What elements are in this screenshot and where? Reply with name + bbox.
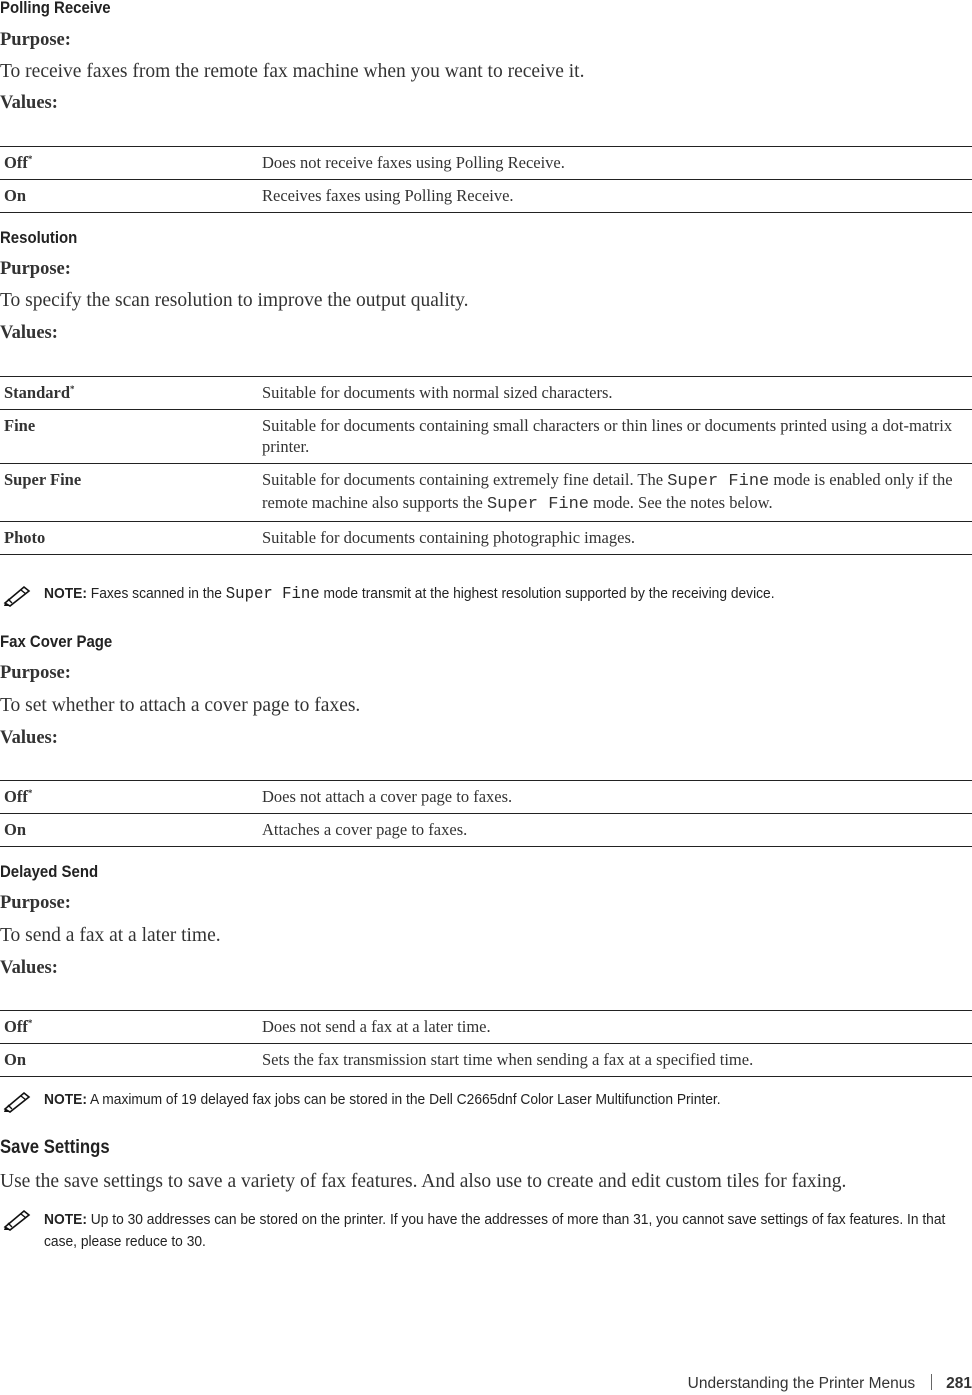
value-desc: Does not attach a cover page to faxes. — [258, 781, 972, 814]
section-title-resolution: Resolution — [0, 228, 78, 247]
table-row — [0, 814, 972, 847]
value-desc: Suitable for documents with normal sized characters. — [258, 377, 972, 410]
values-table-resolution — [0, 376, 972, 555]
values-table-cover — [0, 780, 972, 847]
value-key: On — [0, 180, 258, 213]
purpose-text: To set whether to attach a cover page to faxes. — [0, 695, 361, 716]
purpose-label: Purpose: — [0, 30, 71, 50]
table-row — [0, 377, 972, 410]
values-label: Values: — [0, 958, 58, 978]
value-key: On — [0, 1044, 258, 1077]
save-settings-text: Use the save settings to save a variety of fax features. And also use to create and edit custom tiles for faxing. — [0, 1171, 847, 1192]
footer-divider — [931, 1374, 932, 1390]
value-desc: Suitable for documents containing small characters or thin lines or documents printed using a dot-matrix printer. — [258, 410, 972, 464]
value-key: On — [0, 814, 258, 847]
values-label: Values: — [0, 93, 58, 113]
page-number: 281 — [946, 1375, 972, 1392]
purpose-text: To send a fax at a later time. — [0, 925, 221, 946]
value-key: Off* — [0, 147, 258, 180]
table-row — [0, 781, 972, 814]
value-key: Fine — [0, 410, 258, 464]
purpose-text: To receive faxes from the remote fax machine when you want to receive it. — [0, 61, 585, 82]
table-row — [0, 1011, 972, 1044]
page-footer — [688, 1374, 972, 1393]
table-row — [0, 464, 972, 522]
pencil-note-icon — [2, 585, 32, 607]
section-title-save-settings: Save Settings — [0, 1137, 110, 1158]
values-table-polling — [0, 146, 972, 213]
section-title-delayed-send: Delayed Send — [0, 862, 99, 881]
table-row — [0, 410, 972, 464]
section-title-fax-cover-page: Fax Cover Page — [0, 632, 113, 651]
note-body: NOTE: Up to 30 addresses can be stored on the printer. If you have the addresses of more than 31, you cannot save settings of fax features. In that case, please reduce to 30. — [44, 1211, 946, 1250]
purpose-label: Purpose: — [0, 259, 71, 279]
value-key: Off* — [0, 1011, 258, 1044]
value-key: Photo — [0, 522, 258, 555]
table-row — [0, 522, 972, 555]
values-label: Values: — [0, 728, 58, 748]
value-desc: Does not receive faxes using Polling Receive. — [258, 147, 972, 180]
value-desc: Sets the fax transmission start time when sending a fax at a specified time. — [258, 1044, 972, 1077]
table-row — [0, 1044, 972, 1077]
value-desc: Receives faxes using Polling Receive. — [258, 180, 972, 213]
note-body: NOTE: Faxes scanned in the Super Fine mode transmit at the highest resolution supported by the receiving device. — [44, 585, 775, 604]
table-row — [0, 180, 972, 213]
value-desc: Suitable for documents containing photographic images. — [258, 522, 972, 555]
value-desc: Does not send a fax at a later time. — [258, 1011, 972, 1044]
section-title-polling-receive: Polling Receive — [0, 0, 111, 17]
values-table-delayed — [0, 1010, 972, 1077]
purpose-text: To specify the scan resolution to improve the output quality. — [0, 290, 469, 311]
pencil-note-icon — [2, 1091, 32, 1113]
value-key: Super Fine — [0, 464, 258, 522]
table-row — [0, 147, 972, 180]
purpose-label: Purpose: — [0, 663, 71, 683]
value-key: Standard* — [0, 377, 258, 410]
footer-chapter: Understanding the Printer Menus — [687, 1375, 916, 1392]
value-desc: Suitable for documents containing extremely fine detail. The Super Fine mode is enabled only if the remote machine also supports the Super Fine mode. See the notes below. — [258, 464, 972, 522]
purpose-label: Purpose: — [0, 893, 71, 913]
value-key: Off* — [0, 781, 258, 814]
pencil-note-icon — [2, 1209, 32, 1231]
note-body: NOTE: A maximum of 19 delayed fax jobs can be stored in the Dell C2665dnf Color Laser Multifunction Printer. — [44, 1091, 721, 1108]
value-desc: Attaches a cover page to faxes. — [258, 814, 972, 847]
values-label: Values: — [0, 323, 58, 343]
